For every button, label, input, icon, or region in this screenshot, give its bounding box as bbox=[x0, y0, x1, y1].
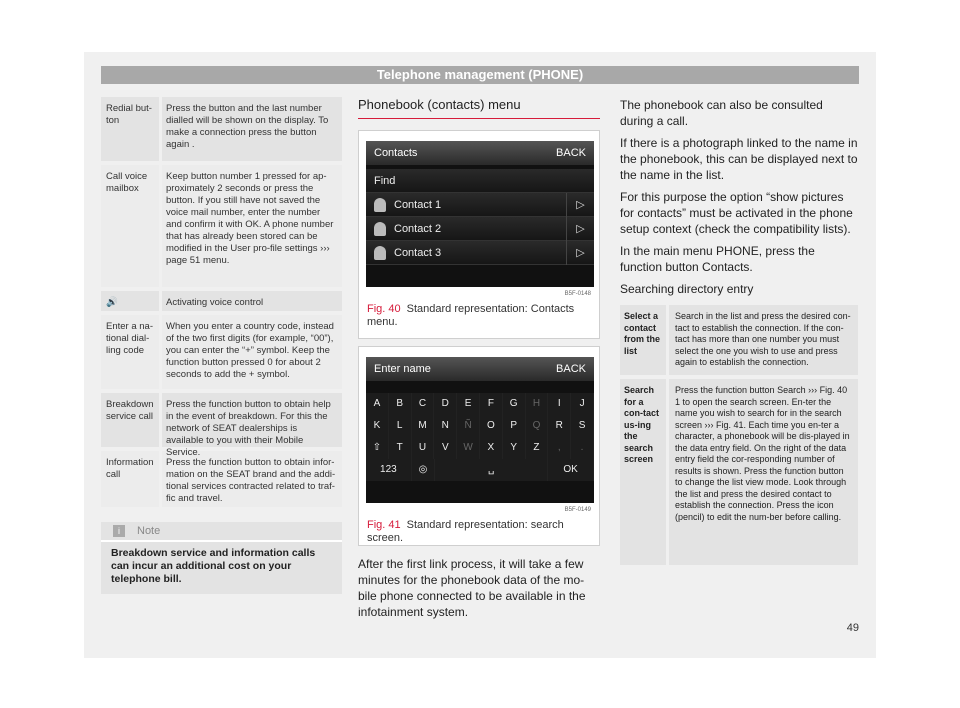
play-icon[interactable]: ▷ bbox=[566, 217, 594, 241]
row-value: Keep button number 1 pressed for ap-proximately 2 seconds or press the button. If you still have not saved the voice mail number, enter the number and confirm it with OK. A phone number that has already been stored can be modified in the User pro-file settings ››› page 51 menu. bbox=[159, 165, 342, 287]
right-column: The phonebook can also be consulted during a call. If there is a photograph linked to the name in the phonebook, this can be displayed next to the name in the list. For this purpose the option “show pictures for contacts” must be activated in the phone setup context (check the compatibility lists). In the main menu PHONE, press the function button Contacts. Searching directory entry bbox=[620, 98, 858, 296]
row-key: Redial but-ton bbox=[106, 103, 152, 126]
row-value: Press the function button to obtain infor-mation on the SEAT brand and the addi-tional services contracted related to traf-fic and travel. bbox=[159, 451, 342, 507]
key[interactable]: O bbox=[480, 415, 503, 437]
back-button[interactable]: BACK bbox=[556, 147, 586, 159]
row-key: Breakdown service call bbox=[106, 399, 154, 422]
note-body: Breakdown service and information calls can incur an additional cost on your telephone bill. bbox=[111, 547, 316, 585]
note-title: Note bbox=[137, 525, 161, 537]
page-header: Telephone management (PHONE) bbox=[101, 66, 859, 84]
key[interactable]: , bbox=[548, 437, 571, 459]
key[interactable]: B bbox=[389, 393, 412, 415]
section-title-wrap bbox=[358, 97, 600, 119]
num-key[interactable]: 123 bbox=[366, 459, 412, 481]
row-value: Press the button and the last number dialled will be shown on the display. To make a connection press the button again . bbox=[159, 97, 342, 161]
back-button[interactable]: BACK bbox=[556, 363, 586, 375]
row-key: Information call bbox=[106, 457, 154, 480]
key[interactable]: R bbox=[548, 415, 571, 437]
key[interactable]: ⇧ bbox=[366, 437, 389, 459]
list-item[interactable]: Contact 2 ▷ bbox=[366, 217, 594, 241]
keyboard bbox=[366, 393, 594, 481]
key[interactable]: L bbox=[389, 415, 412, 437]
play-icon[interactable]: ▷ bbox=[566, 193, 594, 217]
key[interactable]: M bbox=[412, 415, 435, 437]
body-text: After the first link process, it will take a few minutes for the phonebook data of the mo-bile phone connected to be available in the infotainment system. bbox=[358, 557, 586, 619]
row-value: When you enter a country code, instead of the two first digits (for example, “00”), you can enter the “+” symbol. Keep the function button pressed 0 for about 2 seconds to add the + symbol. bbox=[159, 315, 342, 389]
key[interactable]: D bbox=[434, 393, 457, 415]
key[interactable]: T bbox=[389, 437, 412, 459]
row-value: Activating voice control bbox=[159, 291, 342, 311]
key[interactable]: S bbox=[571, 415, 594, 437]
key[interactable]: . bbox=[571, 437, 594, 459]
key[interactable]: H bbox=[526, 393, 549, 415]
figure-40 bbox=[358, 130, 600, 339]
key[interactable]: A bbox=[366, 393, 389, 415]
key[interactable]: N bbox=[434, 415, 457, 437]
key[interactable]: C bbox=[412, 393, 435, 415]
row-value: Press the function button to obtain help in the event of breakdown. For this the network of SEAT dealerships is available to you with their Mobile Service. bbox=[159, 393, 342, 447]
key[interactable]: F bbox=[480, 393, 503, 415]
screen-title: Enter name bbox=[374, 363, 431, 375]
voice-control-icon: 🔊 bbox=[106, 297, 118, 308]
ok-key[interactable]: OK bbox=[548, 459, 594, 481]
row-key: Call voice mailbox bbox=[106, 171, 148, 194]
table-row bbox=[101, 291, 342, 315]
key[interactable]: Z bbox=[526, 437, 549, 459]
screen-title: Contacts bbox=[374, 147, 418, 159]
search-screen bbox=[366, 357, 594, 503]
table-row bbox=[101, 97, 342, 165]
figure-caption: Fig. 40 Standard representation: Contacts menu. bbox=[367, 303, 575, 328]
contacts-screen bbox=[366, 141, 594, 287]
avatar-icon bbox=[374, 246, 386, 260]
page-number: 49 bbox=[846, 622, 859, 634]
right-table bbox=[620, 305, 858, 569]
note-box bbox=[101, 522, 342, 594]
table-row: Search for a con-tact us-ing the search screen Press the function button Search ››› Fig. 40 1 to open the search screen. En-ter the name you wish to search for in the search screen ››› Fig. 41. Each time you en-ter a character, a phonebook will be dis-played in the data entry field. On the right of the data entry field the cor-responding number of results is shown. Press the function button to change the list view mode. Look through the list and press the desired contact to establish the connection. Press the icon (pencil) to edit the num-ber before calling. bbox=[620, 379, 858, 569]
key[interactable]: K bbox=[366, 415, 389, 437]
key[interactable]: W bbox=[457, 437, 480, 459]
figure-41 bbox=[358, 346, 600, 546]
table-row bbox=[101, 165, 342, 291]
list-item[interactable]: Contact 1 ▷ bbox=[366, 193, 594, 217]
globe-icon[interactable]: ◎ bbox=[412, 459, 435, 481]
table-row bbox=[101, 451, 342, 511]
figure-caption: Fig. 41 Standard representation: search screen. bbox=[367, 519, 564, 544]
section-title: Phonebook (contacts) menu bbox=[358, 97, 600, 119]
subhead: Searching directory entry bbox=[620, 282, 754, 296]
key[interactable]: Y bbox=[503, 437, 526, 459]
row-key: Enter a na-tional dial-ling code bbox=[106, 321, 153, 356]
list-item[interactable]: Contact 3 ▷ bbox=[366, 241, 594, 265]
table-row bbox=[101, 315, 342, 393]
key[interactable]: J bbox=[571, 393, 594, 415]
key[interactable]: Ñ bbox=[457, 415, 480, 437]
key[interactable]: Q bbox=[526, 415, 549, 437]
key[interactable]: X bbox=[480, 437, 503, 459]
figure-code: B5F-0149 bbox=[564, 507, 591, 513]
key[interactable]: I bbox=[548, 393, 571, 415]
key[interactable]: V bbox=[434, 437, 457, 459]
key[interactable]: G bbox=[503, 393, 526, 415]
table-row bbox=[101, 393, 342, 458]
left-table bbox=[101, 97, 342, 511]
play-icon[interactable]: ▷ bbox=[566, 241, 594, 265]
key[interactable]: U bbox=[412, 437, 435, 459]
avatar-icon bbox=[374, 222, 386, 236]
find-field[interactable]: Find bbox=[366, 169, 594, 193]
space-key[interactable]: ␣ bbox=[435, 459, 548, 481]
key[interactable]: P bbox=[503, 415, 526, 437]
info-icon: i bbox=[113, 525, 125, 537]
table-row: Select a contact from the list Search in the list and press the desired con-tact to establish the connection. If the con-tact has more than one number you must select the one you wish to use and press again to establish the connection. bbox=[620, 305, 858, 379]
avatar-icon bbox=[374, 198, 386, 212]
figure-code: B5F-0148 bbox=[564, 291, 591, 297]
key[interactable]: E bbox=[457, 393, 480, 415]
